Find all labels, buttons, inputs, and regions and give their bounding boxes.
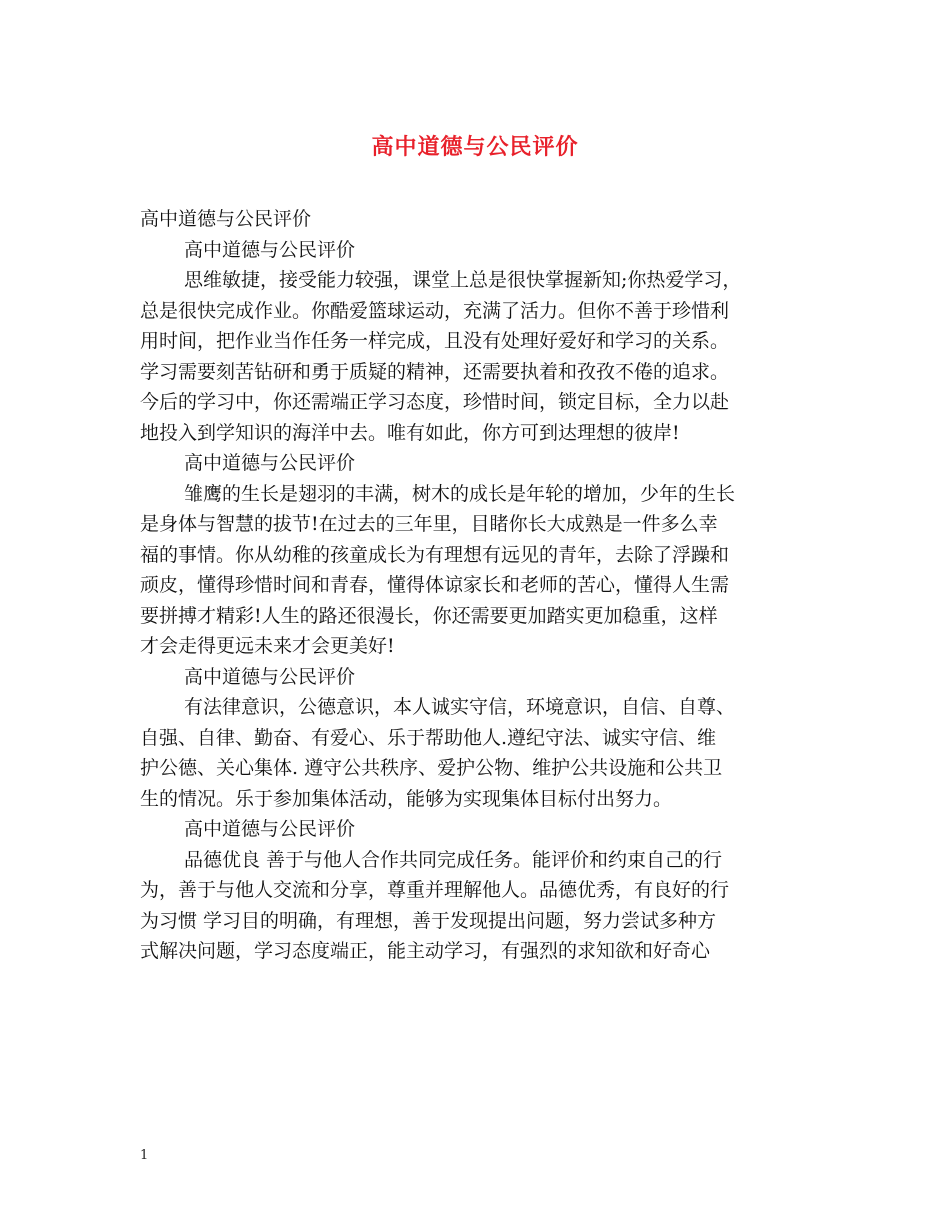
- text-line: 高中道德与公民评价: [184, 452, 356, 474]
- text-line: 为习惯 学习目的明确，有理想，善于发现提出问题，努力尝试多种方: [140, 909, 717, 932]
- text-line: 高中道德与公民评价: [184, 818, 356, 840]
- text-line: 才会走得更远未来才会更美好!: [140, 635, 395, 657]
- text-line: 要拼搏才精彩!人生的路还很漫长，你还需要更加踏实更加稳重，这样: [140, 604, 718, 627]
- text-line: 护公德、关心集体. 遵守公共秩序、爱护公物、维护公共设施和公共卫: [140, 757, 723, 779]
- text-line: 是身体与智慧的拔节!在过去的三年里，目睹你长大成熟是一件多么幸: [140, 513, 718, 535]
- text-line: 式解决问题，学习态度端正，能主动学习，有强烈的求知欲和好奇心: [140, 940, 711, 962]
- text-line: 用时间，把作业当作任务一样完成，且没有处理好爱好和学习的关系。: [140, 330, 730, 352]
- page-title: 高中道德与公民评价: [371, 134, 579, 160]
- text-line: 地投入到学知识的海洋中去。唯有如此，你方可到达理想的彼岸!: [140, 421, 680, 444]
- document-body: [140, 204, 812, 967]
- text-line: 自强、自律、勤奋、有爱心、乐于帮助他人.遵纪守法、诚实守信、维: [140, 726, 717, 749]
- text-line: 雏鹰的生长是翅羽的丰满，树木的成长是年轮的增加，少年的生长: [184, 482, 736, 505]
- page-number: 1: [140, 1148, 149, 1163]
- text-line: 总是很快完成作业。你酷爱篮球运动，充满了活力。但你不善于珍惜利: [140, 299, 730, 322]
- text-line: 有法律意识，公德意识，本人诚实守信，环境意识，自信、自尊、: [184, 696, 736, 718]
- text-line: 高中道德与公民评价: [184, 665, 356, 688]
- text-line: 生的情况。乐于参加集体活动，能够为实现集体目标付出努力。: [140, 787, 673, 810]
- text-line: 品德优良 善于与他人合作共同完成任务。能评价和约束自己的行: [184, 848, 723, 871]
- text-line: 学习需要刻苦钻研和勇于质疑的精神，还需要执着和孜孜不倦的追求。: [140, 360, 730, 383]
- text-line: 今后的学习中，你还需端正学习态度，珍惜时间，锁定目标，全力以赴: [140, 391, 730, 413]
- text-line: 为，善于与他人交流和分享，尊重并理解他人。品德优秀，有良好的行: [140, 879, 730, 901]
- text-line: 思维敏捷，接受能力较强，课堂上总是很快掌握新知;你热爱学习，: [184, 269, 742, 291]
- text-line: 高中道德与公民评价: [140, 208, 312, 230]
- text-line: 福的事情。你从幼稚的孩童成长为有理想有远见的青年，去除了浮躁和: [140, 543, 730, 566]
- text-line: 顽皮，懂得珍惜时间和青春，懂得体谅家长和老师的苦心，懂得人生需: [140, 574, 730, 596]
- text-line: 高中道德与公民评价: [184, 238, 356, 261]
